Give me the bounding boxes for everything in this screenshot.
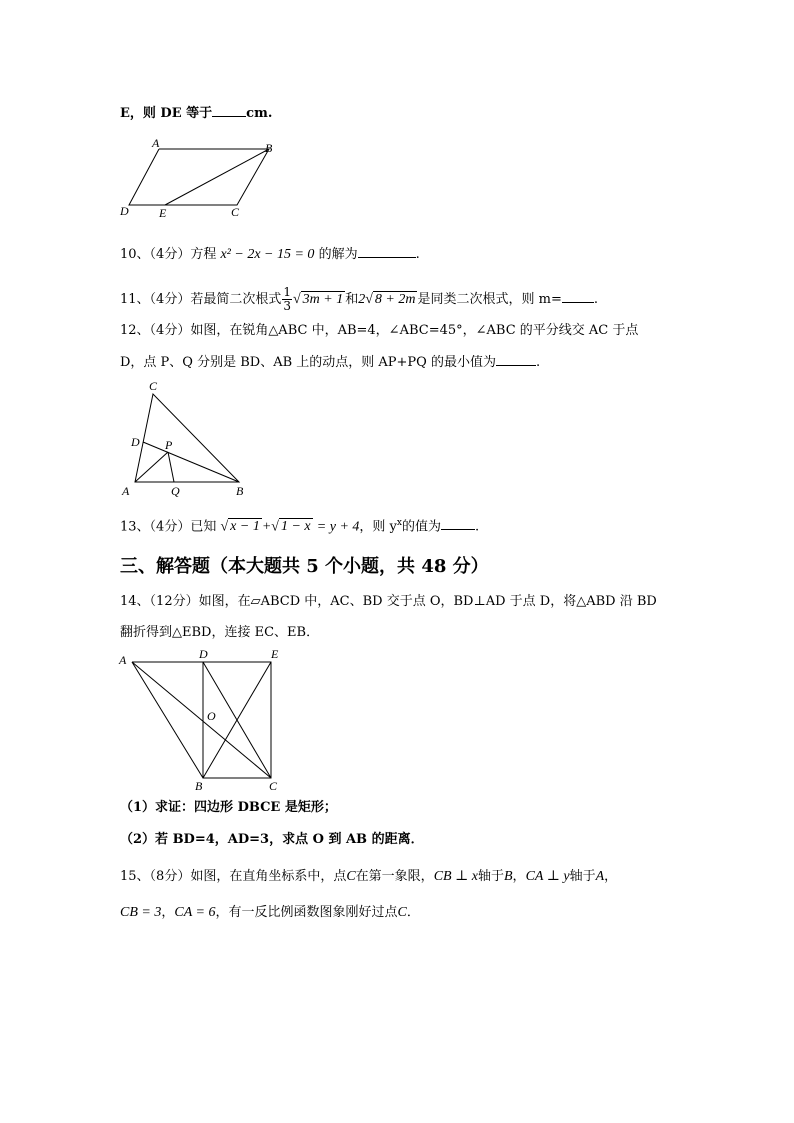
label-Q: Q bbox=[171, 484, 180, 498]
fraction-one-third bbox=[282, 286, 292, 313]
q15-text-c: 轴于 bbox=[477, 869, 504, 884]
q9-text: E，则 DE 等于 bbox=[120, 106, 213, 121]
q9-unit: cm. bbox=[246, 106, 273, 121]
q13-exponent: x bbox=[396, 518, 402, 528]
q15-point-a: A bbox=[595, 869, 605, 884]
q10-equation: x² − 2x − 15 = 0 bbox=[220, 247, 315, 262]
question-10 bbox=[120, 245, 420, 264]
q10-end: . bbox=[415, 247, 420, 262]
q15-cond-cb: CB ⊥ x bbox=[433, 869, 478, 884]
figure-q9-parallelogram bbox=[115, 135, 285, 225]
label-B: B bbox=[265, 141, 273, 155]
question-14-line2: 翻折得到△EBD，连接 EC、EB． bbox=[120, 625, 320, 640]
radical-1: √ 3m + 1 bbox=[292, 292, 344, 307]
question-11 bbox=[120, 286, 598, 313]
figure-q12-triangle bbox=[115, 378, 265, 503]
q15-text-d: 轴于 bbox=[569, 869, 596, 884]
q15-cond-ca: CA ⊥ y bbox=[525, 869, 570, 884]
plus-sign: + bbox=[261, 519, 272, 535]
radical-1: √ x − 1 bbox=[220, 519, 260, 535]
q15-text-e: ， bbox=[604, 869, 618, 884]
label-A: A bbox=[152, 136, 160, 150]
q13-text: ，则 y bbox=[359, 519, 397, 535]
label-B: B bbox=[236, 484, 244, 498]
radicand-2: 8 + 2m bbox=[374, 292, 416, 307]
question-13 bbox=[120, 514, 479, 536]
figure-q14-rectangle bbox=[115, 645, 295, 795]
question-14-part2: （2）若 BD=4，AD=3，求点 O 到 AB 的距离． bbox=[120, 832, 424, 847]
question-15-line1 bbox=[120, 868, 617, 886]
question-15-line2 bbox=[120, 904, 420, 922]
label-E: E bbox=[271, 647, 279, 661]
question-12-line2 bbox=[120, 353, 540, 372]
q11-text: 是同类二次根式，则 m= bbox=[417, 292, 562, 307]
label-B: B bbox=[195, 779, 203, 793]
q9-tail-line bbox=[120, 104, 272, 123]
radicand-2: 1 − x bbox=[280, 519, 311, 535]
label-C: C bbox=[231, 205, 240, 219]
question-14-part1: （1）求证：四边形 DBCE 是矩形； bbox=[120, 800, 337, 815]
answer-blank bbox=[562, 290, 594, 303]
q13-rhs: = y + 4 bbox=[316, 519, 360, 535]
q11-end: . bbox=[593, 292, 598, 307]
label-E: E bbox=[159, 206, 167, 220]
q15-text-b: 在第一象限， bbox=[355, 869, 434, 884]
q11-and: 和 bbox=[345, 292, 359, 307]
label-D: D bbox=[131, 435, 140, 449]
section-heading: 三、解答题（本大题共 5 个小题，共 48 分） bbox=[120, 556, 489, 577]
label-D: D bbox=[120, 204, 129, 218]
radical-2: √ 1 − x bbox=[271, 519, 311, 535]
radicand-1: x − 1 bbox=[230, 519, 260, 535]
q10-text: 的解为 bbox=[318, 247, 358, 262]
q13-end: . bbox=[474, 519, 480, 535]
frac-den: 3 bbox=[283, 299, 291, 313]
answer-blank bbox=[496, 353, 536, 366]
q12-text: D，点 P、Q 分别是 BD、AB 上的动点，则 AP+PQ 的最小值为 bbox=[120, 355, 496, 370]
label-C: C bbox=[149, 379, 158, 393]
label-A: A bbox=[119, 653, 127, 667]
answer-blank bbox=[441, 517, 475, 530]
label-C: C bbox=[269, 779, 278, 793]
q15-sep: ， bbox=[512, 869, 526, 884]
label-P: P bbox=[165, 438, 173, 452]
q13-number: 13、（4分）已知 bbox=[120, 519, 217, 535]
label-O: O bbox=[207, 709, 216, 723]
q15-text-f: ，有一反比例函数图象刚好过点 bbox=[215, 905, 398, 920]
coef-2: 2 bbox=[358, 292, 366, 307]
q15-ca-value: CA = 6 bbox=[174, 905, 216, 920]
answer-blank bbox=[358, 245, 416, 258]
question-12-line1: 12、（4分）如图，在锐角△ABC 中，AB=4，∠ABC=45°，∠ABC 的平分线交 AC 于点 bbox=[120, 323, 639, 338]
q15-text-a: 15、（8分）如图，在直角坐标系中，点 bbox=[120, 869, 347, 884]
q15-point-c: C bbox=[346, 869, 356, 884]
q15-cb-value: CB = 3 bbox=[120, 905, 162, 920]
q15-sep2: ， bbox=[161, 905, 175, 920]
q15-point-c2: C bbox=[397, 905, 407, 920]
answer-blank bbox=[212, 104, 246, 117]
q10-number: 10、（4分）方程 bbox=[120, 247, 217, 262]
q13-text-end: 的值为 bbox=[401, 519, 441, 535]
q15-end: ． bbox=[406, 905, 420, 920]
frac-num: 1 bbox=[283, 285, 291, 299]
question-14-line1: 14、（12分）如图，在▱ABCD 中，AC、BD 交于点 O，BD⊥AD 于点 D，将△ABD 沿 BD bbox=[120, 594, 657, 609]
q12-end: . bbox=[535, 355, 541, 370]
radical-2: √ 8 + 2m bbox=[365, 292, 416, 307]
q15-point-b: B bbox=[503, 869, 513, 884]
radicand-1: 3m + 1 bbox=[302, 292, 344, 307]
label-D: D bbox=[199, 647, 208, 661]
q11-number: 11、（4分）若最简二次根式 bbox=[120, 292, 282, 307]
label-A: A bbox=[122, 484, 130, 498]
